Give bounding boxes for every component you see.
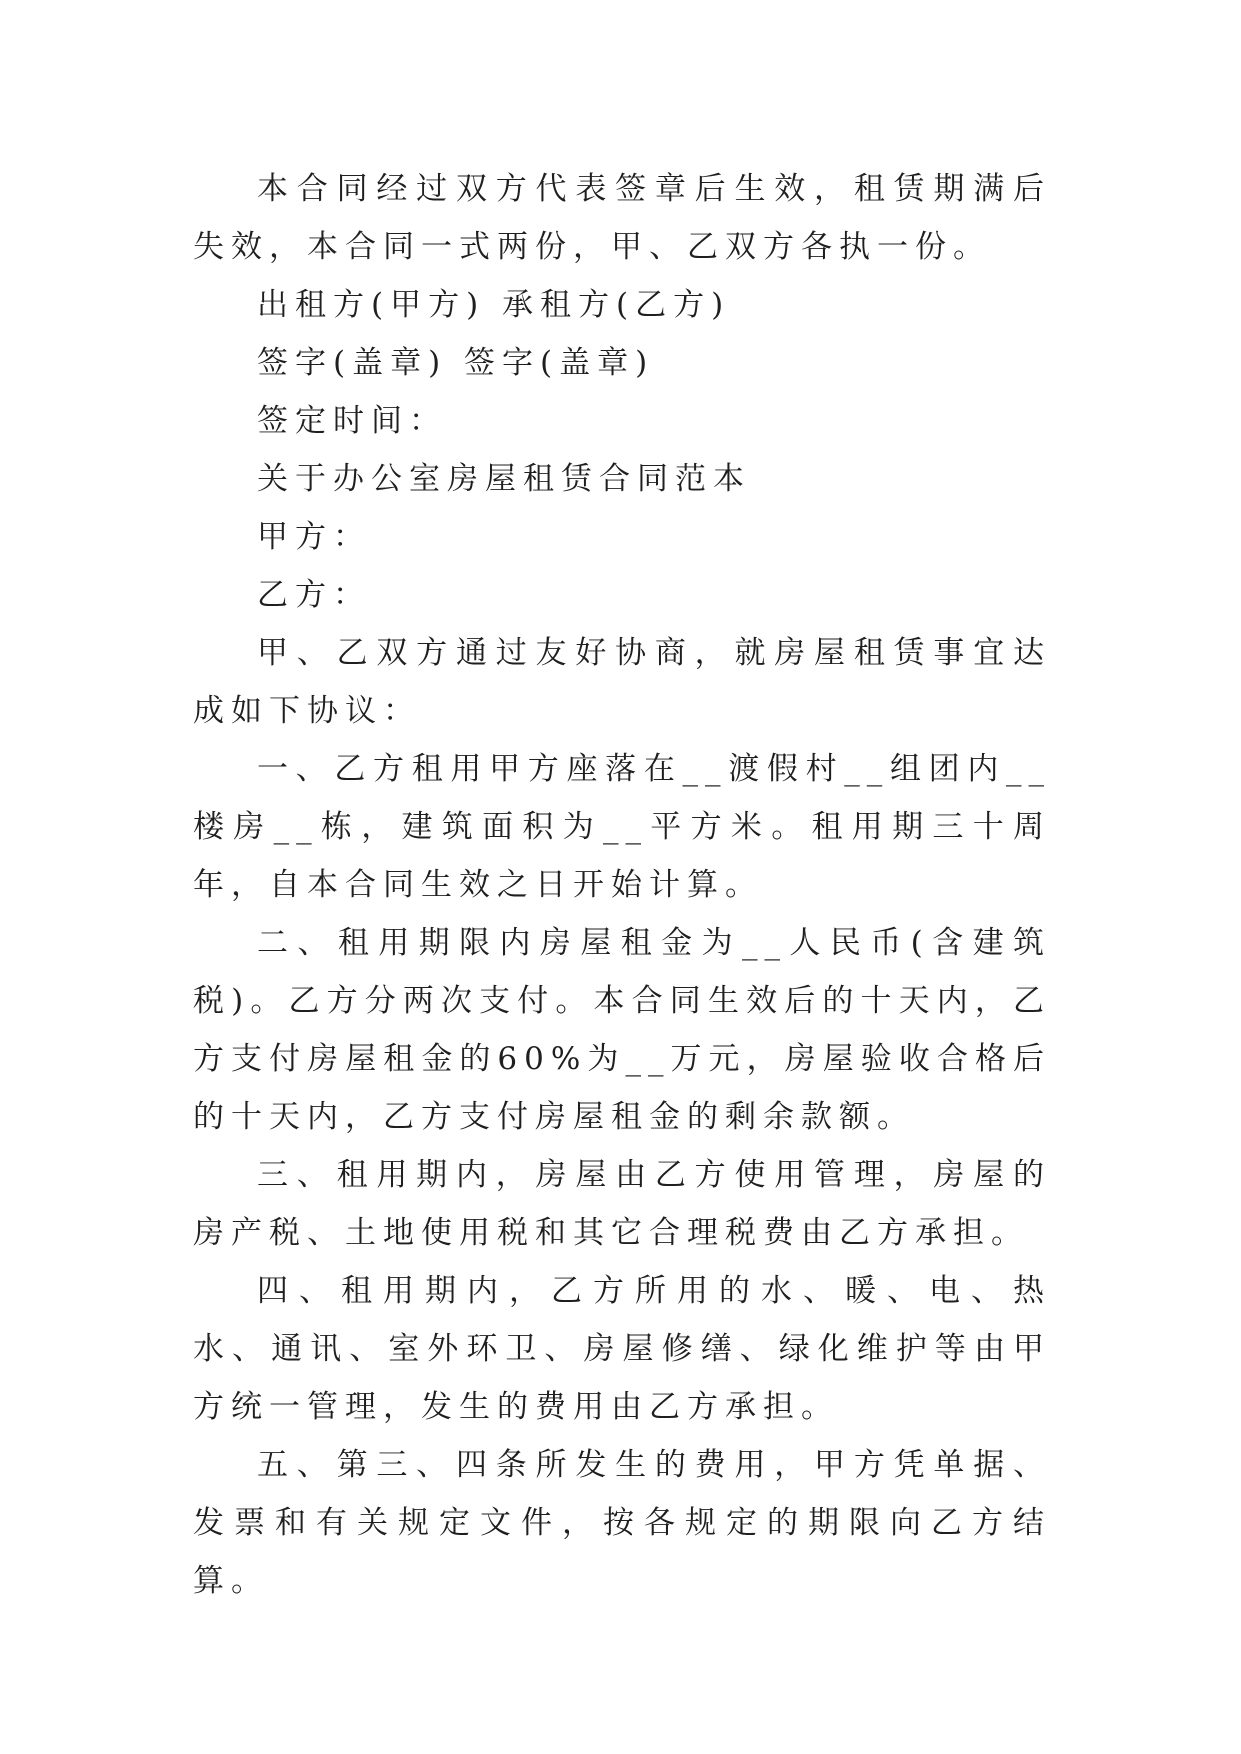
clause-2: 二、租用期限内房屋租金为__人民币(含建筑税)。乙方分两次支付。本合同生效后的十天内，乙方支付房屋租金的60%为__万元，房屋验收合格后的十天内，乙方支付房屋租金的剩余款额。 (193, 925, 1051, 1135)
paragraph-signatures: 签字(盖章) 签字(盖章) (257, 345, 655, 381)
paragraph-agreement-intro: 甲、乙双方通过友好协商，就房屋租赁事宜达成如下协议： (193, 635, 1051, 729)
paragraph-parties-header: 出租方(甲方) 承租方(乙方) (257, 287, 731, 323)
paragraph-validity: 本合同经过双方代表签章后生效，租赁期满后失效，本合同一式两份，甲、乙双方各执一份。 (193, 171, 1051, 265)
clause-4: 四、租用期内，乙方所用的水、暖、电、热水、通讯、室外环卫、房屋修缮、绿化维护等由甲方统一管理，发生的费用由乙方承担。 (193, 1273, 1051, 1425)
party-a-label: 甲方： (257, 519, 371, 555)
document-title: 关于办公室房屋租赁合同范本 (257, 461, 751, 497)
clause-5: 五、第三、四条所发生的费用，甲方凭单据、发票和有关规定文件，按各规定的期限向乙方结算。 (193, 1447, 1051, 1599)
document-body (193, 160, 1051, 1610)
clause-3: 三、租用期内，房屋由乙方使用管理，房屋的房产税、土地使用税和其它合理税费由乙方承担。 (193, 1157, 1051, 1251)
paragraph-signing-date: 签定时间： (257, 403, 447, 439)
party-b-label: 乙方： (257, 577, 371, 613)
clause-1: 一、乙方租用甲方座落在__渡假村__组团内__楼房__栋，建筑面积为__平方米。租用期三十周年，自本合同生效之日开始计算。 (193, 751, 1051, 903)
